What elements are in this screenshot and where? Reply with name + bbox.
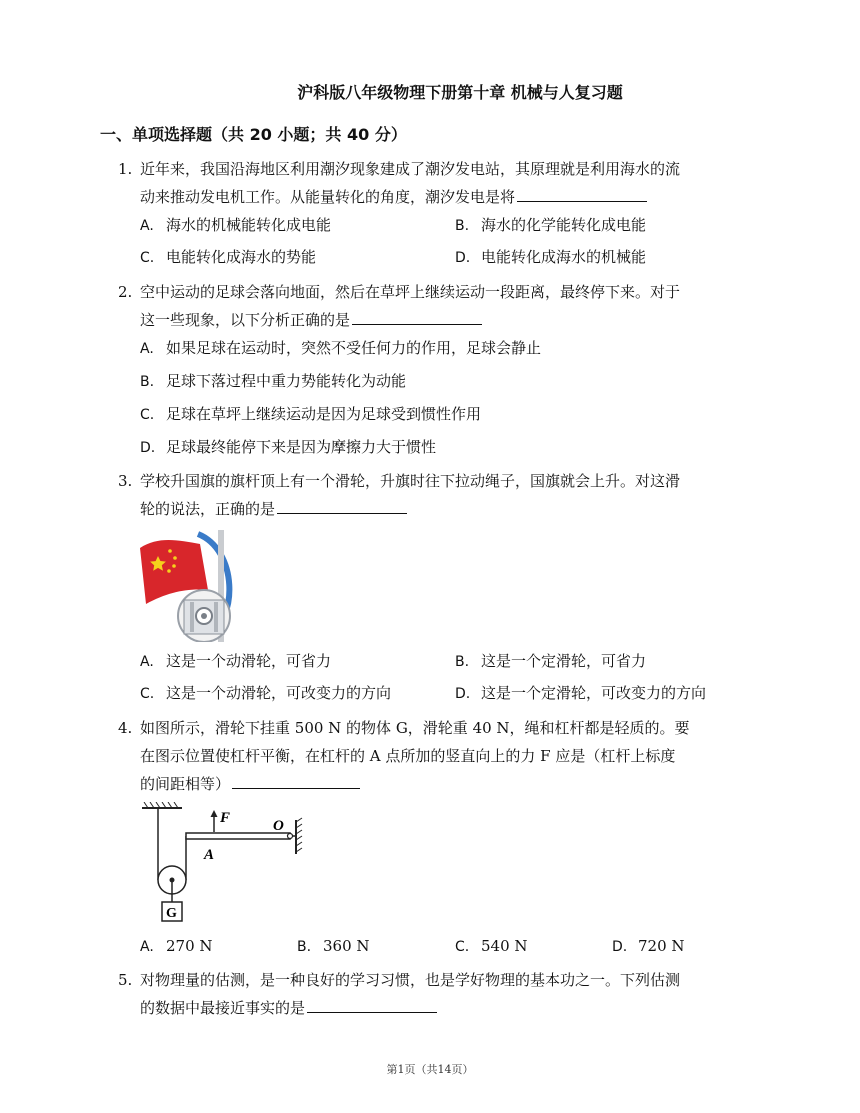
option-label: B. [455,654,470,670]
option-text: 720 N [638,937,685,955]
option-2c[interactable] [140,404,481,425]
option-label: C. [140,686,155,702]
option-text: 270 N [166,937,213,955]
ceiling-hatch [142,802,182,808]
option-2a[interactable] [140,338,541,359]
option-label: C. [140,250,155,266]
question-text-line: 这一些现象，以下分析正确的是 [140,311,351,329]
question-text-line: 的数据中最接近事实的是 [140,999,306,1017]
answer-blank[interactable] [307,996,437,1013]
option-text: 这是一个定滑轮，可省力 [481,652,647,670]
answer-blank[interactable] [517,185,647,202]
option-label: C. [140,407,155,423]
option-label: B. [140,374,155,390]
option-text: 足球在草坪上继续运动是因为足球受到惯性作用 [166,405,482,423]
question-number: 3. [118,472,133,490]
option-1b[interactable] [455,215,646,236]
question-text-line: 空中运动的足球会落向地面，然后在草坪上继续运动一段距离，最终停下来。对于 [140,283,681,301]
pulley-icon [178,590,230,642]
label-G: G [166,906,177,921]
option-label: A. [140,218,154,234]
question-text-line: 对物理量的估测，是一种良好的学习习惯，也是学好物理的基本功之一。下列估测 [140,971,681,989]
question-text-line: 动来推动发电机工作。从能量转化的角度，潮汐发电是将 [140,188,516,206]
answer-blank[interactable] [232,772,360,789]
label-F: F [220,810,231,826]
question-number: 2. [118,283,133,301]
option-3a[interactable] [140,651,331,672]
document-title: 沪科版八年级物理下册第十章 机械与人复习题 [297,83,623,102]
option-1d[interactable] [455,247,646,268]
option-text: 360 N [323,937,370,955]
option-4b[interactable] [297,936,370,957]
flag-pulley-figure [138,530,238,642]
option-label: A. [140,939,154,955]
option-text: 这是一个动滑轮，可改变力的方向 [166,684,392,702]
question-text-line: 的间距相等） [140,775,231,793]
option-text: 足球最终能停下来是因为摩擦力大于惯性 [166,438,437,456]
question-5 [118,966,764,1022]
question-text-line: 近年来，我国沿海地区利用潮汐现象建成了潮汐发电站，其原理就是利用海水的流 [140,160,681,178]
option-4a[interactable] [140,936,213,957]
option-3b[interactable] [455,651,646,672]
option-label: B. [297,939,312,955]
option-4d[interactable] [612,936,685,957]
page-footer: 第1页（共14页） [386,1063,474,1076]
option-label: C. [455,939,470,955]
option-text: 这是一个动滑轮，可省力 [166,652,332,670]
question-text-line: 轮的说法，正确的是 [140,500,276,518]
question-text-line: 如图所示，滑轮下挂重 500 N 的物体 G，滑轮重 40 N，绳和杠杆都是轻质的。要 [140,719,690,737]
option-3c[interactable] [140,683,391,704]
question-1 [118,155,764,211]
question-number: 1. [118,160,133,178]
option-text: 540 N [481,937,528,955]
option-text: 海水的化学能转化成电能 [481,216,647,234]
option-1a[interactable] [140,215,331,236]
option-text: 电能转化成海水的机械能 [481,248,647,266]
option-text: 电能转化成海水的势能 [166,248,317,266]
wall-hatch [296,818,302,854]
option-text: 海水的机械能转化成电能 [166,216,332,234]
answer-blank[interactable] [352,308,482,325]
option-2d[interactable] [140,437,436,458]
label-A: A [204,847,215,863]
option-text: 如果足球在运动时，突然不受任何力的作用，足球会静止 [166,339,542,357]
question-number: 4. [118,719,133,737]
option-label: D. [455,686,471,702]
option-label: B. [455,218,470,234]
option-label: D. [612,939,628,955]
option-2b[interactable] [140,371,406,392]
option-3d[interactable] [455,683,706,704]
question-text-line: 在图示位置使杠杆平衡，在杠杆的 A 点所加的竖直向上的力 F 应是（杠杆上标度 [140,747,676,765]
option-label: D. [455,250,471,266]
label-O: O [273,818,284,834]
lever-pulley-figure [138,802,314,926]
question-text-line: 学校升国旗的旗杆顶上有一个滑轮，升旗时往下拉动绳子，国旗就会上升。对这滑 [140,472,681,490]
question-number: 5. [118,971,133,989]
section-heading: 一、单项选择题（共 20 小题；共 40 分） [100,125,407,144]
option-1c[interactable] [140,247,316,268]
option-4c[interactable] [455,936,528,957]
option-label: D. [140,440,156,456]
question-3 [118,467,764,523]
option-text: 这是一个定滑轮，可改变力的方向 [481,684,707,702]
option-text: 足球下落过程中重力势能转化为动能 [166,372,407,390]
answer-blank[interactable] [277,497,407,514]
question-4 [118,714,764,798]
option-label: A. [140,341,154,357]
option-label: A. [140,654,154,670]
question-2 [118,278,764,334]
